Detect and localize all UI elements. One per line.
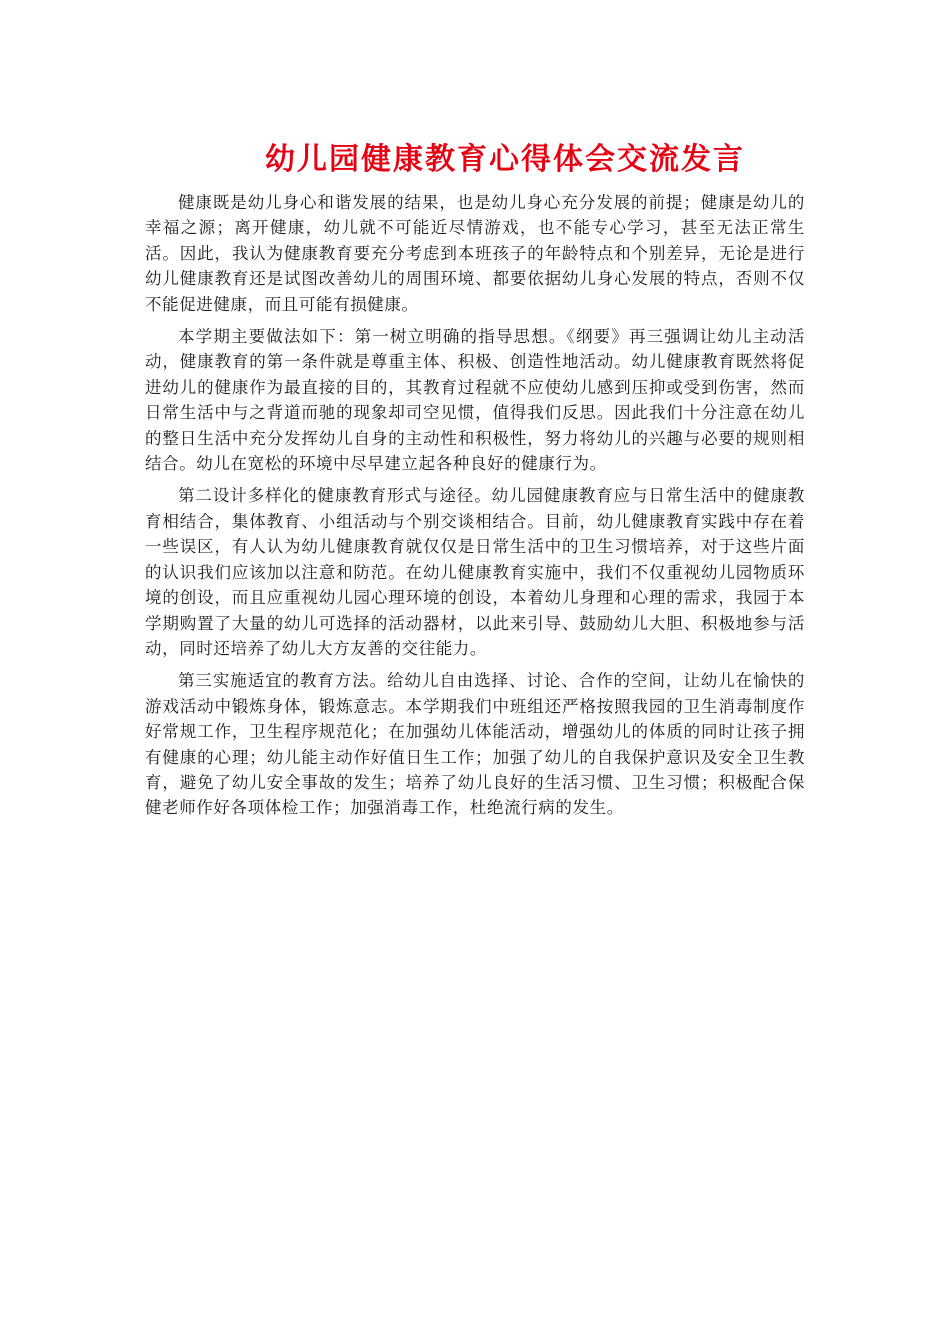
paragraph-intro: 健康既是幼儿身心和谐发展的结果，也是幼儿身心充分发展的前提；健康是幼儿的幸福之源；离开健康，幼儿就不可能近尽情游戏，也不能专心学习，甚至无法正常生活。因此，我认为健康教育要充分考虑到本班孩子的年龄特点和个别差异，无论是进行幼儿健康教育还是试图改善幼儿的周围环境、都要依据幼儿身心发展的特点，否则不仅不能促进健康，而且可能有损健康。 (145, 193, 805, 314)
paragraph-first-practice: 本学期主要做法如下：第一树立明确的指导思想。《纲要》再三强调让幼儿主动活动，健康教育的第一条件就是尊重主体、积极、创造性地活动。幼儿健康教育既然将促进幼儿的健康作为最直接的目的，其教育过程就不应使幼儿感到压抑或受到伤害，然而日常生活中与之背道而驰的现象却司空见惯，值得我们反思。因此我们十分注意在幼儿的整日生活中充分发挥幼儿自身的主动性和积极性，努力将幼儿的兴趣与必要的规则相结合。幼儿在宽松的环境中尽早建立起各种良好的健康行为。 (145, 327, 805, 474)
document-body (145, 190, 805, 828)
paragraph-second-practice: 第二设计多样化的健康教育形式与途径。幼儿园健康教育应与日常生活中的健康教育相结合，集体教育、小组活动与个别交谈相结合。目前，幼儿健康教育实践中存在着一些误区，有人认为幼儿健康教育就仅仅是日常生活中的卫生习惯培养，对于这些片面的认识我们应该加以注意和防范。在幼儿健康教育实施中，我们不仅重视幼儿园物质环境的创设，而且应重视幼儿园心理环境的创设，本着幼儿身理和心理的需求，我园于本学期购置了大量的幼儿可选择的活动器材，以此来引导、鼓励幼儿大胆、积极地参与活动，同时还培养了幼儿大方友善的交往能力。 (145, 486, 805, 658)
document-title: 幼儿园健康教育心得体会交流发言 (265, 142, 745, 177)
paragraph-third-practice: 第三实施适宜的教育方法。给幼儿自由选择、讨论、合作的空间，让幼儿在愉快的游戏活动中锻炼身体，锻炼意志。本学期我们中班组还严格按照我园的卫生消毒制度作好常规工作，卫生程序规范化；在加强幼儿体能活动，增强幼儿的体质的同时让孩子拥有健康的心理；幼儿能主动作好值日生工作；加强了幼儿的自我保护意识及安全卫生教育，避免了幼儿安全事故的发生；培养了幼儿良好的生活习惯、卫生习惯；积极配合保健老师作好各项体检工作；加强消毒工作，杜绝流行病的发生。 (145, 671, 805, 818)
